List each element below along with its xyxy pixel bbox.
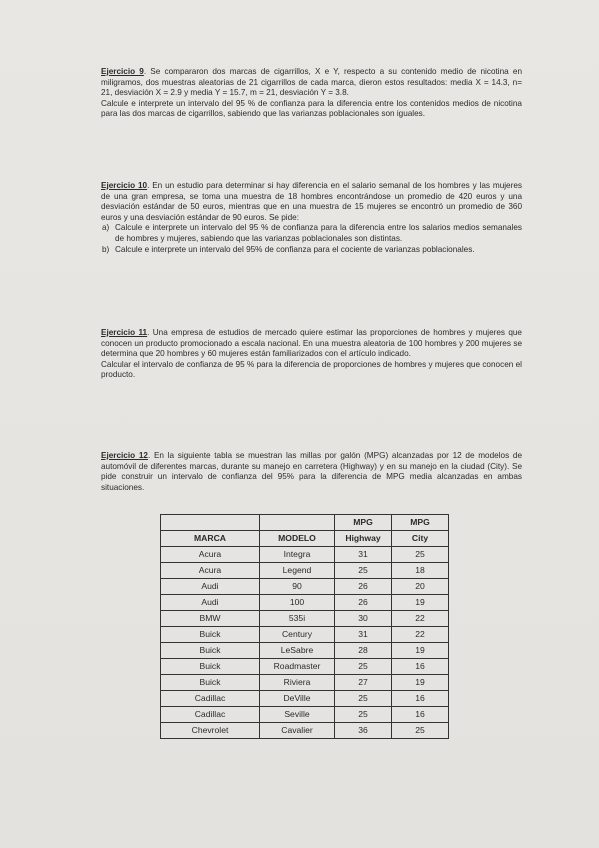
- header-cell: [260, 515, 335, 531]
- cell-marca: Chevrolet: [161, 723, 260, 739]
- exercise-11-statement: [101, 328, 522, 360]
- cell-city: 25: [392, 547, 449, 563]
- header-cell-mpg: MPG: [335, 515, 392, 531]
- cell-modelo: 100: [260, 595, 335, 611]
- table-row: [161, 659, 449, 675]
- table-row: [161, 611, 449, 627]
- cell-city: 16: [392, 659, 449, 675]
- cell-highway: 28: [335, 643, 392, 659]
- cell-marca: Buick: [161, 659, 260, 675]
- mpg-table: [160, 514, 449, 739]
- exercise-12-title: Ejercicio 12: [101, 451, 148, 460]
- item-label: b): [102, 244, 110, 254]
- exercise-12-body: . En la siguiente tabla se muestran las millas por galón (MPG) alcanzadas por 12 de modelos de automóvil de diferentes marcas, durante su manejo en carretera (Highway) y en su manejo en la ciudad (City). Se pide construir un intervalo de confianza del 95% para la diferencia de MPG media alcanzadas en ambas situaciones.: [101, 451, 522, 492]
- table-row: [161, 675, 449, 691]
- header-cell-city: City: [392, 531, 449, 547]
- table-header-row-top: [161, 515, 449, 531]
- cell-marca: Buick: [161, 675, 260, 691]
- header-cell-mpg: MPG: [392, 515, 449, 531]
- cell-modelo: DeVille: [260, 691, 335, 707]
- cell-highway: 27: [335, 675, 392, 691]
- cell-city: 19: [392, 675, 449, 691]
- cell-highway: 25: [335, 659, 392, 675]
- table-row: [161, 547, 449, 563]
- cell-city: 18: [392, 563, 449, 579]
- table-row: [161, 723, 449, 739]
- table-row: [161, 707, 449, 723]
- cell-modelo: Roadmaster: [260, 659, 335, 675]
- exercise-9-statement: [101, 67, 522, 99]
- exercise-9: [101, 67, 522, 120]
- cell-marca: Cadillac: [161, 691, 260, 707]
- cell-city: 22: [392, 611, 449, 627]
- cell-marca: Acura: [161, 547, 260, 563]
- exercise-10-item-a: [102, 223, 522, 244]
- cell-modelo: Cavalier: [260, 723, 335, 739]
- exercise-11: [101, 328, 522, 381]
- item-label: a): [102, 223, 110, 233]
- table-row: [161, 579, 449, 595]
- cell-highway: 36: [335, 723, 392, 739]
- cell-modelo: 535i: [260, 611, 335, 627]
- table-body: [161, 547, 449, 739]
- cell-modelo: Seville: [260, 707, 335, 723]
- exercise-11-body: . Una empresa de estudios de mercado quiere estimar las proporciones de hombres y mujeres que conocen un producto promocionado a escala nacional. En una muestra aleatoria de 100 hombres y 200 mujeres se determina que 20 hombres y 60 mujeres están familiarizados con el artículo indicado.: [101, 328, 522, 359]
- cell-city: 22: [392, 627, 449, 643]
- cell-highway: 25: [335, 563, 392, 579]
- table-row: [161, 643, 449, 659]
- exercise-10-title: Ejercicio 10: [101, 181, 148, 190]
- exercise-11-task: Calcular el intervalo de confianza de 95 % para la diferencia de proporciones de hombres y mujeres que conocen el producto.: [101, 359, 522, 380]
- cell-city: 19: [392, 595, 449, 611]
- table-row: [161, 595, 449, 611]
- cell-marca: Buick: [161, 627, 260, 643]
- item-text: Calcule e interprete un intervalo del 95 % de confianza para la diferencia entre los salarios medios semanales de hombres y mujeres, sabiendo que las varianzas poblacionales son distintas.: [115, 223, 522, 243]
- cell-highway: 25: [335, 707, 392, 723]
- exercise-11-title: Ejercicio 11: [101, 328, 148, 337]
- exercise-9-body: . Se compararon dos marcas de cigarrillos, X e Y, respecto a su contenido medio de nicotina en miligramos, dos muestras aleatorias de 21 cigarrillos de cada marca, dieron estos resultados: media X = 14.3, n= 21, desviación X = 2.9 y media Y = 15.7, m = 21, desviación Y = 3.8.: [101, 67, 522, 98]
- table-row: [161, 563, 449, 579]
- exercise-10-body: . En un estudio para determinar si hay diferencia en el salario semanal de los hombres y las mujeres de una gran empresa, se toma una muestra de 18 hombres encontrándose un promedio de 420 euros y una desviación estándar de 50 euros, mientras que en una muestra de 15 mujeres se encontró un promedio de 360 euros y una desviación estándar de 90 euros. Se pide:: [101, 181, 522, 222]
- cell-modelo: Legend: [260, 563, 335, 579]
- cell-modelo: Riviera: [260, 675, 335, 691]
- cell-city: 25: [392, 723, 449, 739]
- cell-modelo: Century: [260, 627, 335, 643]
- cell-highway: 30: [335, 611, 392, 627]
- cell-highway: 26: [335, 579, 392, 595]
- cell-modelo: 90: [260, 579, 335, 595]
- exercise-10-item-b: [102, 244, 522, 256]
- exercise-10-statement: [101, 181, 522, 223]
- cell-modelo: LeSabre: [260, 643, 335, 659]
- exercise-12: [101, 451, 522, 493]
- table-row: [161, 627, 449, 643]
- header-cell-modelo: MODELO: [260, 531, 335, 547]
- cell-marca: Cadillac: [161, 707, 260, 723]
- item-text: Calcule e interprete un intervalo del 95% de confianza para el cociente de varianzas poblacionales.: [115, 244, 475, 254]
- cell-city: 16: [392, 691, 449, 707]
- exercise-12-statement: [101, 451, 522, 493]
- cell-city: 19: [392, 643, 449, 659]
- cell-marca: BMW: [161, 611, 260, 627]
- cell-marca: Audi: [161, 579, 260, 595]
- cell-highway: 25: [335, 691, 392, 707]
- exercise-10-items: [101, 223, 522, 255]
- cell-city: 16: [392, 707, 449, 723]
- table-row: [161, 691, 449, 707]
- cell-highway: 31: [335, 547, 392, 563]
- exercise-10: [101, 181, 522, 255]
- table-header-row: [161, 531, 449, 547]
- exercise-9-title: Ejercicio 9: [101, 67, 144, 76]
- cell-marca: Buick: [161, 643, 260, 659]
- cell-modelo: Integra: [260, 547, 335, 563]
- cell-highway: 31: [335, 627, 392, 643]
- header-cell-marca: MARCA: [161, 531, 260, 547]
- cell-marca: Audi: [161, 595, 260, 611]
- header-cell-highway: Highway: [335, 531, 392, 547]
- cell-city: 20: [392, 579, 449, 595]
- cell-marca: Acura: [161, 563, 260, 579]
- cell-highway: 26: [335, 595, 392, 611]
- header-cell: [161, 515, 260, 531]
- exercise-9-task: Calcule e interprete un intervalo del 95 % de confianza para la diferencia entre los contenidos medios de nicotina para las dos marcas de cigarrillos, sabiendo que las varianzas poblacionales son iguales.: [101, 98, 522, 119]
